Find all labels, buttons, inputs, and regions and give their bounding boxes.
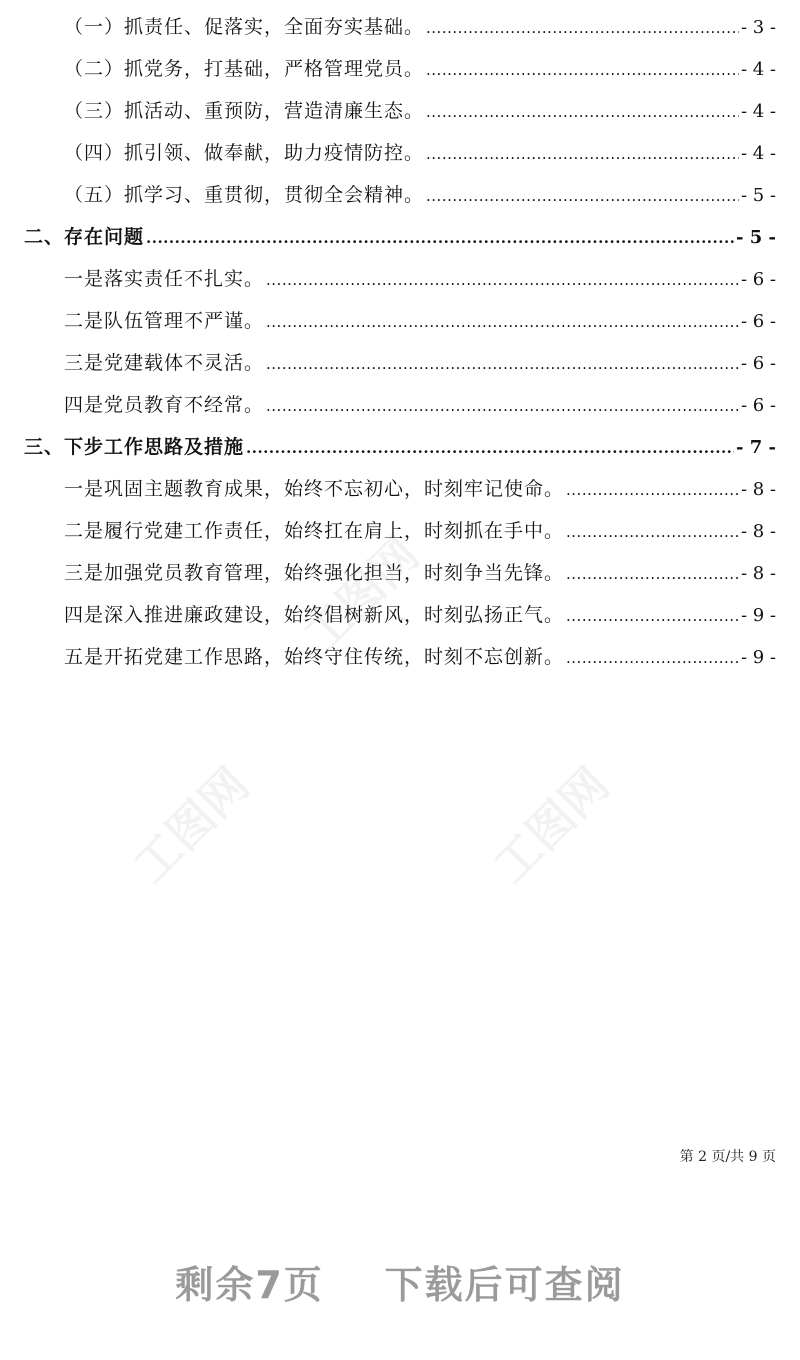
toc-entry[interactable] <box>64 516 776 543</box>
toc-entry-title: 五是开拓党建工作思路，始终守住传统，时刻不忘创新。 <box>64 646 565 668</box>
toc-leader-dots <box>426 187 739 205</box>
toc-leader-dots <box>266 397 739 415</box>
toc-entry[interactable] <box>64 180 776 207</box>
toc-entry-title: （三）抓活动、重预防，营造清廉生态。 <box>64 100 425 122</box>
toc-entry-page: - 5 - <box>740 185 776 206</box>
toc-entry-title: （一）抓责任、促落实，全面夯实基础。 <box>64 16 425 38</box>
toc-entry[interactable] <box>64 264 776 291</box>
toc-entry-page: - 3 - <box>740 17 776 38</box>
toc-entry-title: （四）抓引领、做奉献，助力疫情防控。 <box>64 142 425 164</box>
toc-leader-dots <box>266 271 739 289</box>
toc-section-heading[interactable] <box>24 222 776 249</box>
toc-section-heading[interactable] <box>24 432 776 459</box>
toc-entry-page: - 5 - <box>736 227 776 248</box>
toc-entry[interactable] <box>64 600 776 627</box>
remaining-pages-banner[interactable]: 剩余7页 下载后可查阅 <box>175 1263 625 1307</box>
toc-leader-dots <box>426 103 739 121</box>
toc-leader-dots <box>566 607 739 625</box>
toc-entry-page: - 6 - <box>740 269 776 290</box>
toc-entry-page: - 4 - <box>740 101 776 122</box>
toc-leader-dots <box>426 145 739 163</box>
toc-entry-title: 四是深入推进廉政建设，始终倡树新风，时刻弘扬正气。 <box>64 604 565 626</box>
toc-entry-page: - 8 - <box>740 521 776 542</box>
toc-entry-page: - 4 - <box>740 59 776 80</box>
toc-entry-title: 一是巩固主题教育成果，始终不忘初心，时刻牢记使命。 <box>64 478 565 500</box>
toc-entry-page: - 4 - <box>740 143 776 164</box>
toc-leader-dots <box>566 565 739 583</box>
toc-entry-title: 二是履行党建工作责任，始终扛在肩上，时刻抓在手中。 <box>64 520 565 542</box>
toc-entry-title: 四是党员教育不经常。 <box>64 394 265 416</box>
toc-entry[interactable] <box>64 348 776 375</box>
toc-leader-dots <box>266 313 739 331</box>
toc-entry-title: 三、下步工作思路及措施 <box>24 436 245 458</box>
toc-leader-dots <box>246 439 734 457</box>
toc-leader-dots <box>146 229 734 247</box>
toc-leader-dots <box>426 61 739 79</box>
toc-entry-title: 二、存在问题 <box>24 226 145 248</box>
toc-entry[interactable] <box>64 306 776 333</box>
toc-entry[interactable] <box>64 12 776 39</box>
toc-leader-dots <box>426 19 739 37</box>
toc-entry[interactable] <box>64 96 776 123</box>
watermark: 工图网 <box>123 757 260 894</box>
watermark: 工图网 <box>293 527 430 664</box>
toc-entry-page: - 8 - <box>740 479 776 500</box>
toc-leader-dots <box>566 649 739 667</box>
toc-leader-dots <box>266 355 739 373</box>
toc-entry-page: - 9 - <box>740 605 776 626</box>
toc-entry-page: - 8 - <box>740 563 776 584</box>
toc-entry[interactable] <box>64 54 776 81</box>
toc-entry[interactable] <box>64 474 776 501</box>
toc-entry-title: （二）抓党务，打基础，严格管理党员。 <box>64 58 425 80</box>
page-number-footer: 第 2 页/共 9 页 <box>679 1149 776 1165</box>
toc-entry-title: 三是党建载体不灵活。 <box>64 352 265 374</box>
toc-leader-dots <box>566 523 739 541</box>
toc-entry-title: 三是加强党员教育管理，始终强化担当，时刻争当先锋。 <box>64 562 565 584</box>
toc-entry-page: - 6 - <box>740 353 776 374</box>
toc-entry-page: - 9 - <box>740 647 776 668</box>
toc-entry-page: - 6 - <box>740 395 776 416</box>
toc-entry-title: 一是落实责任不扎实。 <box>64 268 265 290</box>
toc-entry-page: - 7 - <box>736 437 776 458</box>
toc-leader-dots <box>566 481 739 499</box>
toc-entry[interactable] <box>64 558 776 585</box>
watermark: 工图网 <box>483 757 620 894</box>
toc-entry[interactable] <box>64 642 776 669</box>
toc-entry[interactable] <box>64 138 776 165</box>
toc-entry-title: （五）抓学习、重贯彻，贯彻全会精神。 <box>64 184 425 206</box>
toc-entry[interactable] <box>64 390 776 417</box>
toc-entry-page: - 6 - <box>740 311 776 332</box>
toc-entry-title: 二是队伍管理不严谨。 <box>64 310 265 332</box>
